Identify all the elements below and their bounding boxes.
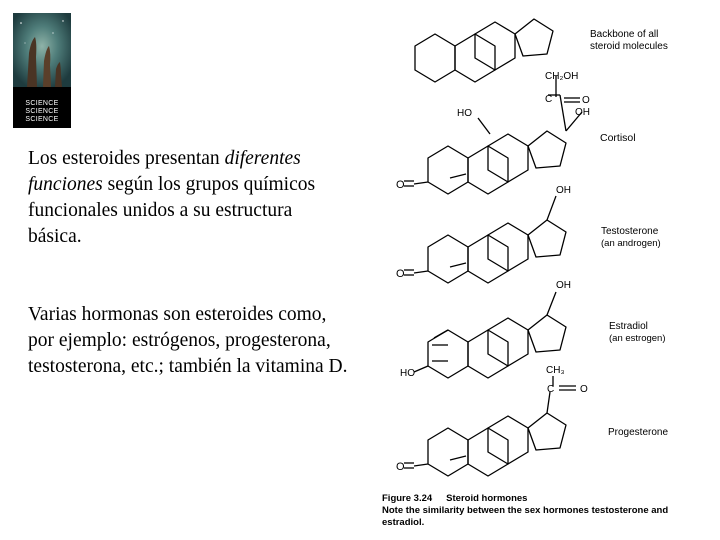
methyl-label: CH₃ bbox=[546, 365, 565, 376]
hydroxyl-label: OH bbox=[575, 107, 590, 118]
hydroxyl-label: OH bbox=[556, 185, 571, 196]
cortisol-structure bbox=[404, 76, 582, 194]
carbon-label: C bbox=[545, 94, 553, 105]
paragraph-text: según los grupos químicos funcionales unidos a su estructura básica. bbox=[28, 174, 316, 247]
steroid-figure bbox=[370, 0, 715, 540]
figure-note: Note the similarity between the sex hormones testosterone and estradiol. bbox=[382, 505, 669, 528]
testosterone-label: Testosterone bbox=[601, 226, 659, 237]
hydroxyl-label: HO bbox=[457, 108, 472, 119]
hydroxyl-label: HO bbox=[400, 368, 415, 379]
figure-number: Figure 3.24 bbox=[382, 493, 433, 504]
carbon-label: C bbox=[547, 384, 555, 395]
steroid-structures-diagram bbox=[370, 0, 715, 540]
oxygen-label: O bbox=[582, 95, 590, 106]
testosterone-note: (an androgen) bbox=[601, 238, 661, 249]
estradiol-note: (an estrogen) bbox=[609, 333, 666, 344]
backbone-structure bbox=[415, 19, 553, 82]
figure-title: Steroid hormones bbox=[446, 493, 528, 504]
ch2oh-label: CH₂OH bbox=[545, 71, 579, 82]
backbone-label: Backbone of all bbox=[590, 29, 659, 40]
testosterone-structure bbox=[404, 196, 566, 283]
estradiol-label: Estradiol bbox=[609, 321, 648, 332]
intro-paragraph bbox=[28, 146, 348, 250]
logo-text-line: SCIENCE bbox=[25, 108, 59, 115]
cortisol-label: Cortisol bbox=[600, 132, 636, 144]
backbone-label: steroid molecules bbox=[590, 41, 668, 52]
progesterone-label: Progesterone bbox=[608, 427, 669, 438]
emphasized-text: diferentes funciones bbox=[28, 148, 301, 195]
paragraph-text: Los esteroides presentan bbox=[28, 148, 225, 169]
ketone-oxygen-label: O bbox=[396, 268, 405, 280]
hormones-paragraph: Varias hormonas son esteroides como, por ejemplo: estrógenos, progesterona, testosterona, etc.; también la vitamina D. bbox=[28, 304, 348, 377]
logo-text-line: SCIENCE bbox=[25, 100, 59, 107]
logo-text-line: SCIENCE bbox=[25, 116, 59, 123]
science-logo bbox=[13, 13, 71, 128]
hydroxyl-label: OH bbox=[556, 280, 571, 291]
nebula-image bbox=[13, 13, 71, 87]
ketone-oxygen-label: O bbox=[396, 461, 405, 473]
ketone-oxygen-label: O bbox=[396, 179, 405, 191]
estradiol-structure bbox=[414, 292, 566, 378]
oxygen-label: O bbox=[580, 384, 588, 395]
figure-caption bbox=[382, 493, 712, 529]
